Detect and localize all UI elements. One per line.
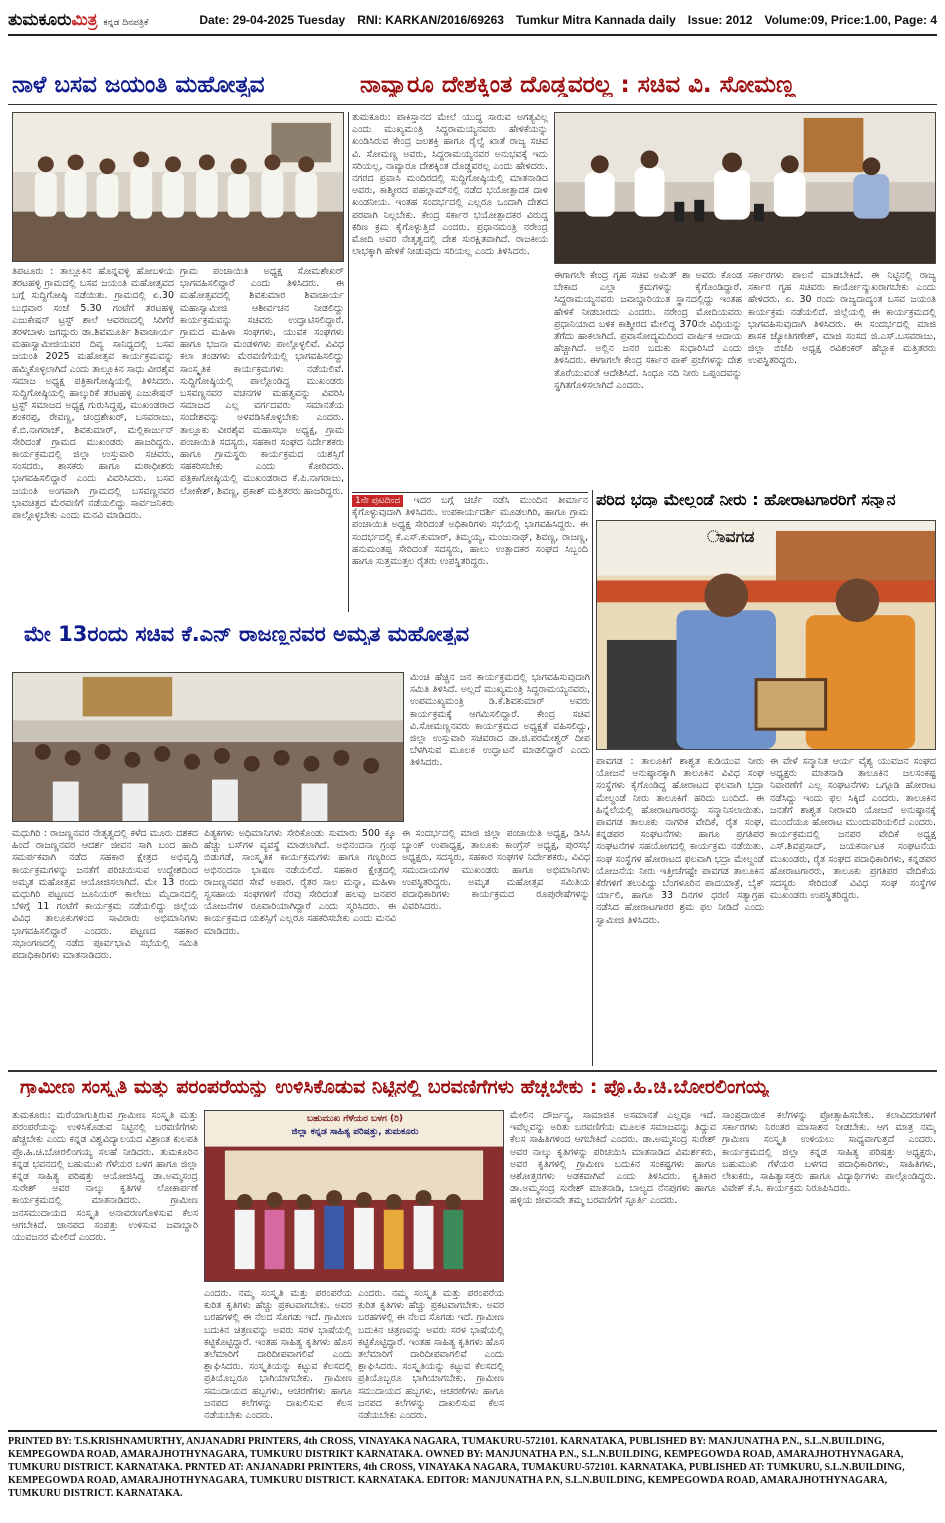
photo-basava-press-meet xyxy=(12,112,344,262)
photo-book-release xyxy=(204,1110,504,1282)
printer-imprint: PRINTED BY: T.S.KRISHNAMURTHY, ANJANADRI PRINTERS, 4th CROSS, VINAYAKA NAGARA, TUMAKURU-572101. KARNATAKA, PUBLISHED BY: MANJUNATHA P.N., S.L.N.BUILDING, KEMPEGOWDA ROAD, AMARAJHOTHYNAGARA, TUMKURU DISTRIKT KARNATAKA. OWNED BY: MANJUNATHA P.N., S.L.N.BUILDING, KEMPEGOWDA ROAD, AMARAJHOTHYNAGARA, TUMKURU DISTRICT. KARNATAKA. PRNTED AT: ANJANADRI PRINTERS, 4th CROSS, VINAYAKA NAGARA, TUMAKURU-572101. KARNATAKA, PUBLISHED AT: TUMKURU, S.L.N.BUILDING, KEMPEGOWDA ROAD, AMARAJHOTHYNAGARA, TUMKURU DISTRICT. KARNATAKA. EDITOR: MANJUNATHA P.N, S.L.N.BUILDING, KEMPEGOWDA ROAD, AMARAJHOTHYNAGARA, TUMKURU DISTRICT. KARNATAKA. xyxy=(8,1430,937,1500)
story-culture-column-4: ಸಾಂಪ್ರದಾಯಿಕ ಕಲೆಗಳನ್ನು ಪ್ರೋತ್ಸಾಹಿಸಬೇಕು. ಕಲಾವಿದರುಗಳಿಗೆ ಸರ್ಕಾರಗಳು ನಿರಂತರ ಮಾಸಾಶನ ನೀಡಬೇಕು. ಆಗ ಮಾತ್ರ ನಮ್ಮ ಗ್ರಾಮೀಣ ಸಂಸ್ಕೃತಿ ಉಳಿಯಲು ಸಾಧ್ಯವಾಗುತ್ತದೆ ಎಂದರು. ಕಾರ್ಯಕ್ರಮದಲ್ಲಿ ಜಿಲ್ಲಾ ಕನ್ನಡ ಸಾಹಿತ್ಯ ಪರಿಷತ್ತು ಅಧ್ಯಕ್ಷರು, ಬಹುಮುಖಿ ಗೆಳೆಯರ ಬಳಗದ ಪದಾಧಿಕಾರಿಗಳು, ಸಾಹಿತಿಗಳು, ಲೇಖಕರು, ಸಾಹಿತ್ಯಾಸಕ್ತರು ಹಾಗೂ ವಿದ್ಯಾರ್ಥಿಗಳು ಪಾಲ್ಗೊಂಡಿದ್ದರು. ವಿವೇಕ್ ಕೆ.ಸಿ. ಕಾರ್ಯಕ್ರಮ ನಿರೂಪಿಸಿದರು. xyxy=(722,1110,936,1195)
logo-text: ತುಮಕೂರು xyxy=(8,10,72,30)
banner-line-1: ಬಹುಮುಖ ಗೆಳೆಯರ ಬಳಗ (ರಿ) xyxy=(307,1114,403,1124)
logo-accent: ಮಿತ್ರ xyxy=(71,10,98,30)
story-rajanna-column-1: ಮಧುಗಿರಿ : ರಾಜಣ್ಣನವರ ನೇತೃತ್ವದಲ್ಲಿ ಕಳೆದ ಮೂರು ದಶಕದ ಹಿಂದೆ ರಾಜಣ್ಣನವರ ಆದರ್ಶ ಜೀವನ ಸಾಗಿ ಬಂದ ಹಾದಿ ಸಮರ್ಪಕವಾಗಿ ನಡೆದ ಸಹಕಾರ ಕ್ಷೇತ್ರದ ಅಭಿವೃದ್ಧಿ ಕಾರ್ಯಕ್ರಮಗಳನ್ನು ಜನತೆಗೆ ಪರಿಚಯಿಸುವ ಉದ್ದೇಶದಿಂದ ಅಮೃತ ಮಹೋತ್ಸವ ಆಯೋಜಿಸಲಾಗಿದೆ. ಮೇ 13 ರಂದು ಮಧುಗಿರಿ ಪಟ್ಟಣದ ಜೂನಿಯರ್ ಕಾಲೇಜು ಮೈದಾನದಲ್ಲಿ ಬೆಳಿಗ್ಗೆ 11 ಗಂಟೆಗೆ ಕಾರ್ಯಕ್ರಮ ನಡೆಯಲಿದ್ದು ಜಿಲ್ಲೆಯ ವಿವಿಧ ತಾಲೂಕುಗಳಿಂದ ಸಾವಿರಾರು ಅಭಿಮಾನಿಗಳು ಭಾಗವಹಿಸಲಿದ್ದಾರೆ ಎಂದರು. ಪಟ್ಟಣದ ಸಹಕಾರ ಸಭಾಂಗಣದಲ್ಲಿ ನಡೆದ ಪೂರ್ವಭಾವಿ ಸಭೆಯಲ್ಲಿ ಸಮಿತಿ ಪದಾಧಿಕಾರಿಗಳು ಮಾತನಾಡಿದರು. xyxy=(12,828,198,962)
paper-logo xyxy=(8,10,187,30)
photo-rajanna-meeting xyxy=(12,672,404,822)
column-rule xyxy=(348,112,349,612)
banner-line-2: ಜಿಲ್ಲಾ ಕನ್ನಡ ಸಾಹಿತ್ಯ ಪರಿಷತ್ತು, ತುಮಕೂರು xyxy=(291,1127,419,1137)
section-rule xyxy=(8,1070,937,1072)
issue-number: Issue: 2012 xyxy=(687,13,753,27)
banner-text: ಾವಗಡ xyxy=(707,527,755,546)
continued-text: ಇದರ ಬಗ್ಗೆ ಚರ್ಚೆ ನಡೆಸಿ ಮುಂದಿನ ತೀರ್ಮಾನ ಕೈಗೊಳ್ಳುವುದಾಗಿ ತಿಳಿಸಿದರು. ಉಪಕಾರ್ಯದರ್ಶಿ ಮೂಡಲಗಿರಿ, ಹಾಗೂ ಗ್ರಾಮ ಪಂಚಾಯಿತಿ ಅಧ್ಯಕ್ಷ ಸೇರಿದಂತೆ ಅಧಿಕಾರಿಗಳು ಸಭೆಯಲ್ಲಿ ಭಾಗವಹಿಸಿದ್ದರು. ಈ ಸಂದರ್ಭದಲ್ಲಿ ಕೆ.ಎಸ್.ಕುಮಾರ್, ತಿಮ್ಮಯ್ಯ, ಮಂಜುನಾಥ್, ಶಿವಣ್ಣ, ರಾಜಣ್ಣ, ಹನುಮಂತಪ್ಪ ಸೇರಿದಂತೆ ಸದಸ್ಯರು, ಹಾಲು ಉತ್ಪಾದಕರ ಸಂಘದ ಸಿಬ್ಬಂದಿ ಹಾಗೂ ಸುತ್ತಮುತ್ತಲ ರೈತರು ಉಪಸ್ಥಿತರಿದ್ದರು. xyxy=(352,495,588,568)
story-rajanna-column-top: ಮಿಂಚಿ ಹೆಚ್ಚಿನ ಜನ ಕಾರ್ಯಕ್ರಮದಲ್ಲಿ ಭಾಗವಹಿಸುವುದಾಗಿ ಸಮಿತಿ ತಿಳಿಸಿದೆ. ಅಲ್ಲದೆ ಮುಖ್ಯಮಂತ್ರಿ ಸಿದ್ದರಾಮಯ್ಯನವರು, ಉಪಮುಖ್ಯಮಂತ್ರಿ ಡಿ.ಕೆ.ಶಿವಕುಮಾರ್ ಅವರು ಕಾರ್ಯಕ್ರಮಕ್ಕೆ ಆಗಮಿಸಲಿದ್ದಾರೆ. ಕೇಂದ್ರ ಸಚಿವ ವಿ.ಸೋಮಣ್ಣನವರು ಕಾರ್ಯಕ್ರಮದ ಅಧ್ಯಕ್ಷತೆ ವಹಿಸಲಿದ್ದು, ಜಿಲ್ಲಾ ಉಸ್ತುವಾರಿ ಸಚಿವರಾದ ಡಾ.ಜಿ.ಪರಮೇಶ್ವರ್ ದೀಪ ಬೆಳಗಿಸುವ ಮೂಲಕ ಉದ್ಘಾಟನೆ ಮಾಡಲಿದ್ದಾರೆ ಎಂದು ತಿಳಿಸಿದರು. xyxy=(410,672,590,769)
continued-label: 1ನೇ ಪುಟದಿಂದ xyxy=(352,495,403,507)
story-rajanna-column-2: ಪಿತ್ಯಕಗಳು ಅಧಿಮಾನಿಗಳು ಸೇರಿಕೊಂಡು ಸುಮಾರು 500 ಕ್ಕೂ ಹೆಚ್ಚು ಬಸ್‌ಗಳ ವ್ಯವಸ್ಥೆ ಮಾಡಲಾಗಿದೆ. ಅಭಿನಂದನಾ ಗ್ರಂಥ ಬಿಡುಗಡೆ, ಸಾಂಸ್ಕೃತಿಕ ಕಾರ್ಯಕ್ರಮಗಳು ಹಾಗೂ ಗಣ್ಯರಿಂದ ಅಭಿನಂದನಾ ಭಾಷಣ ನಡೆಯಲಿದೆ. ಸಹಕಾರ ಕ್ಷೇತ್ರದಲ್ಲಿ ರಾಜಣ್ಣನವರ ಸೇವೆ ಅಪಾರ. ರೈತರ ಸಾಲ ಮನ್ನಾ, ಮಹಿಳಾ ಸ್ವಸಹಾಯ ಸಂಘಗಳಿಗೆ ನೆರವು ಸೇರಿದಂತೆ ಹಲವು ಜನಪರ ಯೋಜನೆಗಳ ರೂವಾರಿಯಾಗಿದ್ದಾರೆ ಎಂದು ಸ್ಮರಿಸಿದರು. ಈ ಕಾರ್ಯಕ್ರಮದ ಯಶಸ್ಸಿಗೆ ಎಲ್ಲರೂ ಸಹಕರಿಸಬೇಕು ಎಂದು ಮನವಿ ಮಾಡಿದರು. xyxy=(204,828,396,937)
logo-subtitle: ಕನ್ನಡ ದಿನಪತ್ರಿಕೆ xyxy=(103,18,149,28)
rni-number: RNI: KARKAN/2016/69263 xyxy=(357,13,504,27)
story-somanna-column-2: ಈಗಾಗಲೇ ಕೇಂದ್ರ ಗೃಹ ಸಚಿವ ಅಮಿತ್ ಶಾ ಅವರು ಕೊಂಡ ಬೇಕಾದ ಎಲ್ಲಾ ಕ್ರಮಗಳನ್ನು ಕೈಗೊಂಡಿದ್ದಾರೆ. ಸಿದ್ದರಾಮಯ್ಯನವರು ಜವಾಬ್ದಾರಿಯುತ ಸ್ಥಾನದಲ್ಲಿದ್ದು ಇಂತಹ ಹೇಳಿಕೆ ನೀಡಬಾರದು ಎಂದರು. ನರೇಂದ್ರ ಮೋದಿಯವರು ಪ್ರಧಾನಿಯಾದ ಬಳಿಕ ಕಾಶ್ಮೀರದ ಮೇಲಿದ್ದ 370ನೇ ವಿಧಿಯನ್ನು ತೆಗೆದು ಹಾಕಲಾಗಿದೆ. ಪ್ರವಾಸೋದ್ಯಮದಿಂದ ವಾರ್ಷಿಕ ಆದಾಯ ಹೆಚ್ಚಾಗಿದೆ. ಅಲ್ಲಿನ ಜನರ ಬದುಕು ಸುಧಾರಿಸಿದೆ ಎಂದು ತಿಳಿಸಿದರು. ಈಗಾಗಲೇ ಕೇಂದ್ರ ಸರ್ಕಾರ ಪಾಕ್ ಪ್ರಜೆಗಳನ್ನು ದೇಶ ತೊರೆಯುವಂತೆ ಆದೇಶಿಸಿದೆ. ಸಿಂಧೂ ನದಿ ನೀರು ಒಪ್ಪಂದವನ್ನು ಸ್ಥಗಿತಗೊಳಿಸಲಾಗಿದೆ ಎಂದರು. xyxy=(554,270,742,391)
story-continued-box xyxy=(352,492,588,612)
paper-name: Tumkur Mitra Kannada daily xyxy=(515,13,676,27)
story-culture-column-3: ಮೇಲಿನ ದೌರ್ಜನ್ಯ, ಸಾಮಾಜಿಕ ಅಸಮಾನತೆ ಎಲ್ಲವೂ ಇದೆ. ಇವೆಲ್ಲವನ್ನು ಅರಿತು ಬರವಣಿಗೆಯ ಮೂಲಕ ಸಮಾಜವನ್ನು ತಿದ್ದುವ ಕೆಲಸ ಸಾಹಿತಿಗಳಿಂದ ಆಗಬೇಕಿದೆ ಎಂದರು. ಡಾ.ಅಮ್ಮಸಂದ್ರ ಸುರೇಶ್ ಅವರ ನಾಲ್ಕು ಕೃತಿಗಳನ್ನು ಪರಿಚಯಿಸಿ ಮಾತನಾಡಿದ ವಿಮರ್ಶಕರು, ಅವರ ಕೃತಿಗಳಲ್ಲಿ ಗ್ರಾಮೀಣ ಬದುಕಿನ ಸಂಕಷ್ಟಗಳು ಹಾಗೂ ಆಶೋತ್ತರಗಳು ಅಡಕವಾಗಿವೆ ಎಂದು ತಿಳಿಸಿದರು. ಕೃತಿಕಾರ ಡಾ.ಅಮ್ಮಸಂದ್ರ ಸುರೇಶ್ ಮಾತನಾಡಿ, ಬಾಲ್ಯದ ನೆನಪುಗಳು ಹಾಗೂ ಹಳ್ಳಿಯ ಜೀವನವೇ ತಮ್ಮ ಬರವಣಿಗೆಗೆ ಸ್ಫೂರ್ತಿ ಎಂದರು. xyxy=(510,1110,716,1207)
story-basava-column-1: ತಿಪಟೂರು : ತಾಲ್ಲೂಕಿನ ಹೊನ್ನವಳ್ಳಿ ಹೋಬಳಿಯ ತರಟಹಳ್ಳಿ ಗ್ರಾಮದಲ್ಲಿ ಬಸವ ಜಯಂತಿ ಮಹೋತ್ಸವದ ಬಗ್ಗೆ ಸುದ್ದಿಗೋಷ್ಠಿ ನಡೆಯಿತು. ಗ್ರಾಮದಲ್ಲಿ ಏ.30 ಬುಧವಾರ ಸಂಜೆ 5.30 ಗಂಟೆಗೆ ತರಟಹಳ್ಳಿ ಎಜುಕೇಷನ್ ಟ್ರಸ್ಟ್ ಶಾಲೆ ಆವರಣದಲ್ಲಿ ಸಿರಿಗೆರೆ ತರಳಬಾಳು ಜಗದ್ಗುರು ಡಾ.ಶಿವಮೂರ್ತಿ ಶಿವಾಚಾರ್ಯ ಮಹಾಸ್ವಾಮೀಜಿಯವರ ದಿವ್ಯ ಸಾನಿಧ್ಯದಲ್ಲಿ ಬಸವ ಜಯಂತಿ 2025 ಮಹೋತ್ಸವ ಕಾರ್ಯಕ್ರಮವನ್ನು ಹಮ್ಮಿಕೊಳ್ಳಲಾಗಿದೆ ಎಂದು ತಾಲ್ಲೂಕಿನ ಸಾಧು ವೀರಶೈವ ಸಮಾಜ ಅಧ್ಯಕ್ಷ ಪತ್ರಿಕಾಗೋಷ್ಠಿಯಲ್ಲಿ ತಿಳಿಸಿದರು. ಸುದ್ದಿಗೋಷ್ಠಿಯಲ್ಲಿ ಹಾಲ್ಕುರಿಕೆ ತರಟಹಳ್ಳಿ ಎಜುಕೇಷನ್ ಟ್ರಸ್ಟ್ ಸಮಾಜದ ಅಧ್ಯಕ್ಷ ಗುರುಸಿದ್ದಪ್ಪ, ಮುಖಂಡರಾದ ಶಂಕರಪ್ಪ, ರೇವಣ್ಣ, ಚಂದ್ರಶೇಖರ್, ಬಸವರಾಜು, ಕೆ.ಬಿ.ನಾಗರಾಜ್, ಶಿವಕುಮಾರ್, ಮಲ್ಲಿಕಾರ್ಜುನ್ ಸೇರಿದಂತೆ ಗ್ರಾಮದ ಮುಖಂಡರು ಹಾಜರಿದ್ದರು. ಕಾರ್ಯಕ್ರಮದಲ್ಲಿ ಜಿಲ್ಲಾ ಉಸ್ತುವಾರಿ ಸಚಿವರು, ಸಂಸದರು, ಶಾಸಕರು ಹಾಗೂ ಮಠಾಧೀಶರು ಭಾಗವಹಿಸಲಿದ್ದಾರೆ ಎಂದು ವಿವರಿಸಿದರು. ಬಸವ ಜಯಂತಿ ಅಂಗವಾಗಿ ಗ್ರಾಮದಲ್ಲಿ ಬಸವಣ್ಣನವರ ಭಾವಚಿತ್ರದ ಮೆರವಣಿಗೆ ನಡೆಯಲಿದ್ದು ಸಾರ್ವಜನಿಕರು ಪಾಲ್ಗೊಳ್ಳಬೇಕು ಎಂದು ಮನವಿ ಮಾಡಿದರು. xyxy=(12,266,174,522)
divider-line xyxy=(8,104,937,105)
story-bhadra-column-1: ಪಾವಗಡ : ತಾಲೂಕಿಗೆ ಶಾಶ್ವತ ಕುಡಿಯುವ ನೀರು ಯೋಜನೆ ಅನುಷ್ಠಾನಕ್ಕಾಗಿ ತಾಲೂಕಿನ ವಿವಿಧ ಸಂಘ ಸಂಸ್ಥೆಗಳು ಕೈಗೊಂಡಿದ್ದ ಹೋರಾಟದ ಫಲವಾಗಿ ಭದ್ರಾ ಮೇಲ್ದಂಡೆ ನೀರು ತಾಲೂಕಿಗೆ ಹರಿದು ಬಂದಿದೆ. ಈ ಹಿನ್ನೆಲೆಯಲ್ಲಿ ಹೋರಾಟಗಾರರನ್ನು ಸನ್ಮಾನಿಸಲಾಯಿತು. ಪಾವಗಡ ತಾಲೂಕು ನಾಗರಿಕ ವೇದಿಕೆ, ರೈತ ಸಂಘ, ಕನ್ನಡಪರ ಸಂಘಟನೆಗಳು ಹಾಗೂ ಪ್ರಗತಿಪರ ಸಂಘಟನೆಗಳ ಸಹಯೋಗದಲ್ಲಿ ಕಾರ್ಯಕ್ರಮ ನಡೆಯಿತು. ಸಂಘ ಸಂಸ್ಥೆಗಳ ಹೋರಾಟದ ಫಲವಾಗಿ ಭದ್ರಾ ಮೇಲ್ದಂಡೆ ಯೋಜನೆಯ ನೀರು ಇತ್ತೀಚೆಗಷ್ಟೇ ಪಾವಗಡ ತಾಲೂಕಿನ ಕೆರೆಗಳಿಗೆ ತಲುಪಿದ್ದು ಬೆಂಗಳೂರಿನ ಪಾದಯಾತ್ರೆ, ಬೈಕ್ ರ್ಯಾಲಿ, ಹಾಗೂ 33 ದಿನಗಳ ಧರಣಿ ಸತ್ಯಾಗ್ರಹ ನಡೆಸಿದ ಹೋರಾಟಗಾರರ ಶ್ರಮ ಫಲ ನೀಡಿದೆ ಎಂದು ಸ್ವಾಮೀಜಿ ತಿಳಿಸಿದರು. xyxy=(596,756,764,926)
story-culture-column-2: ಎಂದರು. ನಮ್ಮ ಸಂಸ್ಕೃತಿ ಮತ್ತು ಪರಂಪರೆಯ ಕುರಿತ ಕೃತಿಗಳು ಹೆಚ್ಚು ಪ್ರಕಟವಾಗಬೇಕು. ಅವರ ಬರಹಗಳಲ್ಲಿ ಈ ನೆಲದ ಸೊಗಡು ಇದೆ. ಗ್ರಾಮೀಣ ಬದುಕಿನ ಚಿತ್ರಣವನ್ನು ಅವರು ಸರಳ ಭಾಷೆಯಲ್ಲಿ ಕಟ್ಟಿಕೊಟ್ಟಿದ್ದಾರೆ. ಇಂತಹ ಸಾಹಿತ್ಯ ಕೃತಿಗಳು ಹೊಸ ತಲೆಮಾರಿಗೆ ದಾರಿದೀಪವಾಗಲಿವೆ ಎಂದು ಶ್ಲಾಘಿಸಿದರು. ಸಂಸ್ಕೃತಿಯನ್ನು ಕಟ್ಟುವ ಕೆಲಸದಲ್ಲಿ ಪ್ರತಿಯೊಬ್ಬರೂ ಭಾಗಿಯಾಗಬೇಕು. ಗ್ರಾಮೀಣ ಸಮುದಾಯದ ಹಬ್ಬಗಳು, ಆಚರಣೆಗಳು ಹಾಗೂ ಜನಪದ ಕಲೆಗಳನ್ನು ದಾಖಲಿಸುವ ಕೆಲಸ ನಡೆಯಬೇಕು ಎಂದರು. xyxy=(204,1288,352,1422)
issue-date: Date: 29-04-2025 Tuesday xyxy=(199,13,346,27)
photo-bhadra-felicitation xyxy=(596,520,936,750)
headline-bhadra: ಪರಿದ ಭದ್ರಾ ಮೇಲ್ದಂಡೆ ನೀರು : ಹೋರಾಟಗಾರರಿಗೆ ಸನ್ಮಾನ xyxy=(596,492,896,508)
story-basava-column-2: ಗ್ರಾಮ ಪಂಚಾಯಿತಿ ಅಧ್ಯಕ್ಷ ಸೋಮಶೇಖರ್ ಭಾಗವಹಿಸಲಿದ್ದಾರೆ ಎಂದು ತಿಳಿಸಿದರು. ಈ ಮಹೋತ್ಸವದಲ್ಲಿ ಶಿವಕುಮಾರ ಶಿವಾಚಾರ್ಯ ಮಹಾಸ್ವಾಮೀಜಿ ಆಶೀರ್ವಚನ ನೀಡಲಿದ್ದು ಕಾರ್ಯಕ್ರಮವನ್ನು ಸಚಿವರು ಉದ್ಘಾಟಿಸಲಿದ್ದಾರೆ. ಗ್ರಾಮದ ಮಹಿಳಾ ಸಂಘಗಳು, ಯುವಕ ಸಂಘಗಳು ಹಾಗೂ ಭಜನಾ ಮಂಡಳಿಗಳು ಪಾಲ್ಗೊಳ್ಳಲಿವೆ. ವಿವಿಧ ಕಲಾ ತಂಡಗಳು ಮೆರವಣಿಗೆಯಲ್ಲಿ ಭಾಗವಹಿಸಲಿದ್ದು ಸಾಂಸ್ಕೃತಿಕ ಕಾರ್ಯಕ್ರಮಗಳು ನಡೆಯಲಿವೆ. ಸುದ್ದಿಗೋಷ್ಠಿಯಲ್ಲಿ ಪಾಲ್ಗೊಂಡಿದ್ದ ಮುಖಂಡರು ಬಸವಣ್ಣನವರ ವಚನಗಳ ಮಹತ್ವವನ್ನು ವಿವರಿಸಿ ಸಮಾಜದ ಎಲ್ಲ ವರ್ಗದವರು ಸಮಾನತೆಯ ಸಂದೇಶವನ್ನು ಅಳವಡಿಸಿಕೊಳ್ಳಬೇಕು ಎಂದರು. ತಾಲ್ಲೂಕು ವೀರಶೈವ ಮಹಾಸಭಾ ಅಧ್ಯಕ್ಷ, ಗ್ರಾಮ ಪಂಚಾಯಿತಿ ಸದಸ್ಯರು, ಸಹಕಾರ ಸಂಘದ ನಿರ್ದೇಶಕರು ಹಾಗೂ ಗ್ರಾಮಸ್ಥರು ಕಾರ್ಯಕ್ರಮದ ಯಶಸ್ಸಿಗೆ ಸಹಕರಿಸಬೇಕು ಎಂದು ಕೋರಿದರು. ಪತ್ರಿಕಾಗೋಷ್ಠಿಯಲ್ಲಿ ಮುಖಂಡರಾದ ಕೆ.ಪಿ.ನಾಗರಾಜು, ಲೋಕೇಶ್, ಶಿವಣ್ಣ, ಪ್ರಕಾಶ್ ಮತ್ತಿತರರು ಹಾಜರಿದ್ದರು. xyxy=(180,266,344,497)
story-culture-column-1: ತುಮಕೂರು: ಮರೆಯಾಗುತ್ತಿರುವ ಗ್ರಾಮೀಣ ಸಂಸ್ಕೃತಿ ಮತ್ತು ಪರಂಪರೆಯನ್ನು ಉಳಿಸಿಕೊಡುವ ನಿಟ್ಟಿನಲ್ಲಿ ಬರವಣಿಗೆಗಳು ಹೆಚ್ಚಬೇಕು ಎಂದು ಕನ್ನಡ ವಿಶ್ವವಿದ್ಯಾಲಯದ ವಿಶ್ರಾಂತ ಕುಲಪತಿ ಪ್ರೊ.ಹಿ.ಚಿ.ಬೋರಲಿಂಗಯ್ಯ ಸಲಹೆ ನೀಡಿದರು. ತುಮಕೂರಿನ ಕನ್ನಡ ಭವನದಲ್ಲಿ ಬಹುಮುಖಿ ಗೆಳೆಯರ ಬಳಗ ಹಾಗೂ ಜಿಲ್ಲಾ ಕನ್ನಡ ಸಾಹಿತ್ಯ ಪರಿಷತ್ತು ಆಯೋಜಿಸಿದ್ದ ಡಾ.ಅಮ್ಮಸಂದ್ರ ಸುರೇಶ್ ಅವರ ನಾಲ್ಕು ಕೃತಿಗಳ ಲೋಕಾರ್ಪಣೆ ಕಾರ್ಯಕ್ರಮದಲ್ಲಿ ಮಾತನಾಡಿದರು. ಗ್ರಾಮೀಣ ಜನಸಮುದಾಯದ ಸಂಸ್ಕೃತಿ ಅನಾವರಣಗೊಳಿಸುವ ಕೆಲಸ ಆಗಬೇಕಿದೆ. ಜಾನಪದ ಸಂಪತ್ತು ಉಳಿಸುವ ಜವಾಬ್ದಾರಿ ಯುವಜನರ ಮೇಲಿದೆ ಎಂದರು. xyxy=(12,1110,198,1244)
story-somanna-column-1: ತುಮಕೂರು: ಪಾಕಿಸ್ತಾನದ ಮೇಲೆ ಯುದ್ಧ ಸಾರುವ ಅಗತ್ಯವಿಲ್ಲ ಎಂದು ಮುಖ್ಯಮಂತ್ರಿ ಸಿದ್ದರಾಮಯ್ಯನವರು ಹೇಳಿಕೆಯನ್ನು ಖಂಡಿಸಿರುವ ಕೇಂದ್ರ ಜಲಶಕ್ತಿ ಹಾಗೂ ರೈಲ್ವೆ ಖಾತೆ ರಾಜ್ಯ ಸಚಿವ ವಿ. ಸೋಮಣ್ಣ ಅವರು, ಸಿದ್ದರಾಮಯ್ಯನವರ ಅನುಭವಕ್ಕೆ ಇದು ಸರಿಯಲ್ಲ, ನಾವ್ಯಾರೂ ದೇಶಕ್ಕಿಂತ ದೊಡ್ಡವರಲ್ಲ ಎಂದು ಹೇಳಿದರು. ನಗರದ ಪ್ರವಾಸಿ ಮಂದಿರದಲ್ಲಿ ಸುದ್ದಿಗೋಷ್ಠಿಯಲ್ಲಿ ಮಾತನಾಡಿದ ಅವರು, ಕಾಶ್ಮೀರದ ಪಹಲ್ಗಾಮ್‌ನಲ್ಲಿ ನಡೆದ ಭಯೋತ್ಪಾದಕ ದಾಳಿ ಖಂಡನೀಯ. ಇಂತಹ ಸಂದರ್ಭದಲ್ಲಿ ಎಲ್ಲರೂ ಒಂದಾಗಿ ದೇಶದ ಪರವಾಗಿ ನಿಲ್ಲಬೇಕು. ಕೇಂದ್ರ ಸರ್ಕಾರ ಭಯೋತ್ಪಾದಕರ ವಿರುದ್ಧ ಕಠಿಣ ಕ್ರಮ ಕೈಗೊಳ್ಳುತ್ತಿದೆ ಎಂದರು. ಪ್ರಧಾನಮಂತ್ರಿ ನರೇಂದ್ರ ಮೋದಿ ಅವರ ನೇತೃತ್ವದಲ್ಲಿ ದೇಶ ಸುರಕ್ಷಿತವಾಗಿದೆ. ರಾಜಕೀಯ ಲಾಭಕ್ಕಾಗಿ ಹೇಳಿಕೆ ನೀಡುವುದು ಸರಿಯಲ್ಲ ಎಂದು ತಿಳಿಸಿದರು. xyxy=(352,112,548,258)
story-bhadra-column-2: ಈ ವೇಳೆ ಸನ್ಮಾನಿತ ಆರ್ಯ ವೈಶ್ಯ ಯುವಜನ ಸಂಘದ ಅಧ್ಯಕ್ಷರು ಮಾತನಾಡಿ ತಾಲೂಕಿನ ಜಲಸಂಕಷ್ಟ ನಿವಾರಣೆಗೆ ಎಲ್ಲ ಸಂಘಟನೆಗಳು ಒಗ್ಗೂಡಿ ಹೋರಾಟ ನಡೆಸಿದ್ದು ಇಂದು ಫಲ ಸಿಕ್ಕಿದೆ ಎಂದರು. ತಾಲೂಕಿನ ಜನತೆಗೆ ಶಾಶ್ವತ ನೀರಾವರಿ ಯೋಜನೆ ಅನುಷ್ಠಾನಕ್ಕೆ ಮುಂದೆಯೂ ಹೋರಾಟ ಮುಂದುವರಿಯಲಿದೆ ಎಂದರು. ಕಾರ್ಯಕ್ರಮದಲ್ಲಿ ಜನಪರ ವೇದಿಕೆ ಅಧ್ಯಕ್ಷ ಎಸ್.ಶಿವಪ್ರಸಾದ್, ಜಯಕರ್ನಾಟಕ ಸಂಘಟನೆಯ ಮುಖಂಡರು, ರೈತ ಸಂಘದ ಪದಾಧಿಕಾರಿಗಳು, ಕನ್ನಡಪರ ಹೋರಾಟಗಾರರು, ತಾಲೂಕು ಪ್ರಗತಿಪರ ವೇದಿಕೆಯ ಸದಸ್ಯರು ಸೇರಿದಂತೆ ವಿವಿಧ ಸಂಘ ಸಂಸ್ಥೆಗಳ ಮುಖಂಡರು ಉಪಸ್ಥಿತರಿದ್ದರು. xyxy=(770,756,936,902)
headline-rajanna: ಮೇ 13ರಂದು ಸಚಿವ ಕೆ.ಎನ್ ರಾಜಣ್ಣನವರ ಅಮೃತ ಮಹೋತ್ಸವ xyxy=(24,624,470,645)
story-rajanna-column-3: ಈ ಸಂದರ್ಭದಲ್ಲಿ ಮಾಜಿ ಜಿಲ್ಲಾ ಪಂಚಾಯಿತಿ ಅಧ್ಯಕ್ಷ, ಡಿಸಿಸಿ ಬ್ಯಾಂಕ್ ಉಪಾಧ್ಯಕ್ಷ, ತಾಲೂಕು ಕಾಂಗ್ರೆಸ್ ಅಧ್ಯಕ್ಷ, ಪುರಸಭೆ ಅಧ್ಯಕ್ಷರು, ಸದಸ್ಯರು, ಸಹಕಾರ ಸಂಘಗಳ ನಿರ್ದೇಶಕರು, ವಿವಿಧ ಸಮುದಾಯಗಳ ಮುಖಂಡರು ಹಾಗೂ ಅಭಿಮಾನಿಗಳು ಉಪಸ್ಥಿತರಿದ್ದರು. ಅಮೃತ ಮಹೋತ್ಸವ ಸಮಿತಿಯ ಪದಾಧಿಕಾರಿಗಳು ಕಾರ್ಯಕ್ರಮದ ರೂಪುರೇಷೆಗಳನ್ನು ವಿವರಿಸಿದರು. xyxy=(402,828,590,913)
headline-somanna: ನಾವ್ಯಾರೂ ದೇಶಕ್ಕಿಂತ ದೊಡ್ಡವರಲ್ಲ : ಸಚಿವ ವಿ. ಸೋಮಣ್ಣ xyxy=(360,74,796,97)
volume-price-page: Volume:09, Price:1.00, Page: 4 xyxy=(764,13,937,27)
masthead xyxy=(8,6,937,36)
story-somanna-column-3: ಸರ್ಕಾರಗಳು ಪಾಲನೆ ಮಾಡಬೇಕಿದೆ. ಈ ನಿಟ್ಟಿನಲ್ಲಿ ರಾಜ್ಯ ಸರ್ಕಾರ ಗೃಹ ಸಚಿವರು ಕಾರ್ಯೋನ್ಮುಖರಾಗಬೇಕು ಎಂದು ಹೇಳಿದರು. ಏ. 30 ರಂದು ರಾಜ್ಯದಾದ್ಯಂತ ಬಸವ ಜಯಂತಿ ಕಾರ್ಯಕ್ರಮ ನಡೆಯಲಿದೆ. ಜಿಲ್ಲೆಯಲ್ಲಿ ಈ ಕಾರ್ಯಕ್ರಮದಲ್ಲಿ ಭಾಗವಹಿಸುವುದಾಗಿ ತಿಳಿಸಿದರು. ಈ ಸಂದರ್ಭದಲ್ಲಿ ಮಾಜಿ ಶಾಸಕ ಜ್ಯೋತಿಗಣೇಶ್, ಮಾಜಿ ಸಂಸದ ಜಿ.ಎಸ್.ಬಸವರಾಜು, ಜಿಲ್ಲಾ ಬಿಜೆಪಿ ಅಧ್ಯಕ್ಷ ರವಿಶಂಕರ್ ಹೆಬ್ಬಾಕ ಮತ್ತಿತರರು ಉಪಸ್ಥಿತರಿದ್ದರು. xyxy=(748,270,936,367)
headline-basava-jayanti: ನಾಳೆ ಬಸವ ಜಯಂತಿ ಮಹೋತ್ಸವ xyxy=(12,74,265,97)
photo-somanna-press-meet xyxy=(554,112,936,264)
column-rule xyxy=(592,490,593,1066)
story-culture-column-2b: ಎಂದರು. ನಮ್ಮ ಸಂಸ್ಕೃತಿ ಮತ್ತು ಪರಂಪರೆಯ ಕುರಿತ ಕೃತಿಗಳು ಹೆಚ್ಚು ಪ್ರಕಟವಾಗಬೇಕು. ಅವರ ಬರಹಗಳಲ್ಲಿ ಈ ನೆಲದ ಸೊಗಡು ಇದೆ. ಗ್ರಾಮೀಣ ಬದುಕಿನ ಚಿತ್ರಣವನ್ನು ಅವರು ಸರಳ ಭಾಷೆಯಲ್ಲಿ ಕಟ್ಟಿಕೊಟ್ಟಿದ್ದಾರೆ. ಇಂತಹ ಸಾಹಿತ್ಯ ಕೃತಿಗಳು ಹೊಸ ತಲೆಮಾರಿಗೆ ದಾರಿದೀಪವಾಗಲಿವೆ ಎಂದು ಶ್ಲಾಘಿಸಿದರು. ಸಂಸ್ಕೃತಿಯನ್ನು ಕಟ್ಟುವ ಕೆಲಸದಲ್ಲಿ ಪ್ರತಿಯೊಬ್ಬರೂ ಭಾಗಿಯಾಗಬೇಕು. ಗ್ರಾಮೀಣ ಸಮುದಾಯದ ಹಬ್ಬಗಳು, ಆಚರಣೆಗಳು ಹಾಗೂ ಜನಪದ ಕಲೆಗಳನ್ನು ದಾಖಲಿಸುವ ಕೆಲಸ ನಡೆಯಬೇಕು ಎಂದರು. xyxy=(358,1288,504,1422)
headline-rural-culture: ಗ್ರಾಮೀಣ ಸಂಸ್ಕೃತಿ ಮತ್ತು ಪರಂಪರೆಯನ್ನು ಉಳಿಸಿಕೊಡುವ ನಿಟ್ಟಿನಲ್ಲಿ ಬರವಣಿಗೆಗಳು ಹೆಚ್ಚಬೇಕು : ಪ್ರೊ.ಹಿ.ಚಿ.ಬೋರಲಿಂಗಯ್ಯ xyxy=(20,1078,769,1097)
